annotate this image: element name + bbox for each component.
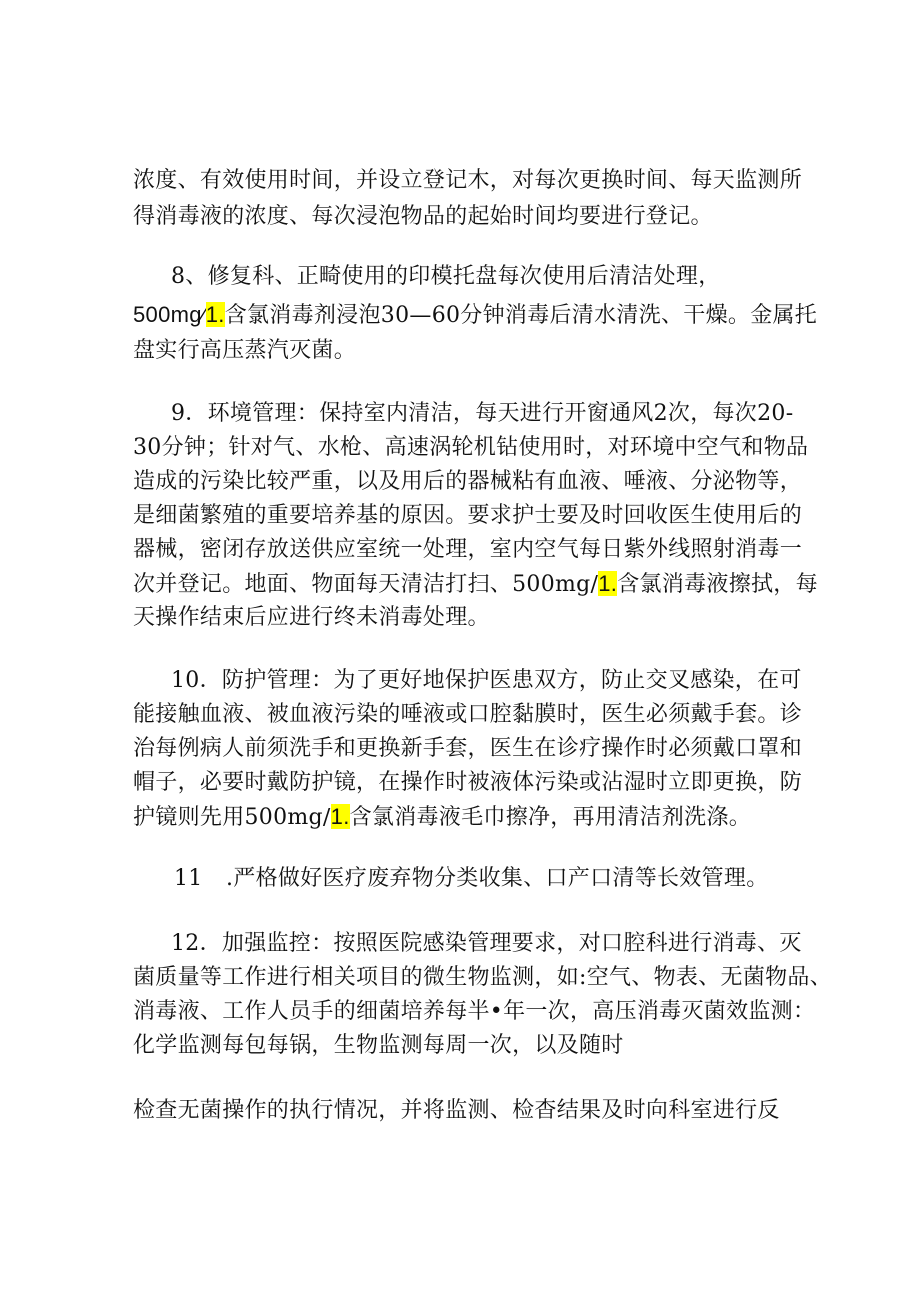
text-line: 天操作结束后应进行终未消毒处理。 [133,605,490,630]
text-span: 含氯消毒液擦拭，每 [617,572,818,597]
paragraph-10-first-line: 10．防护管理：为了更好地保护医患双方，防止交叉感染，在可 [171,668,802,693]
text-line: 是细菌繁殖的重要培养基的原因。要求护士要及时回收医生使用后的 [133,503,803,528]
text-line: 能接触血液、被血液污染的唾液或口腔黏膜时，医生必须戴手套。诊 [133,702,803,727]
paragraph-11-number: 11 [174,866,203,891]
text-line: 菌质量等工作进行相关项目的微生物监测，如:空气、物表、无菌物品、 [133,965,833,990]
text-line: 帽子，必要时戴防护镜，在操作时被液体污染或沾湿时立即更换，防 [133,770,803,795]
text-line: 盘实行高压蒸汽灭菌。 [133,338,357,363]
text-line: 治每例病人前须洗手和更换新手套，医生在诊疗操作时必须戴口罩和 [133,736,803,761]
text-line [133,801,751,834]
highlighted-text: 1. [205,302,225,327]
text-span: 护镜则先用500mg∕ [133,805,331,830]
text-line: 检查无菌操作的执行情况，并将监测、检杳结果及时向科室进行反 [133,1098,780,1123]
paragraph-11-text: .严格做好医疗废弃物分类收集、口产口清等长效管理。 [226,866,769,891]
text-line: 造成的污染比较严重，以及用后的器械粘有血液、唾液、分泌物等， [133,469,803,494]
text-line: 30分钟；针对气、水枪、高速涡轮机钻使用时，对环境中空气和物品 [133,435,809,460]
text-line [133,568,818,601]
paragraph-9-first-line: 9．环境管理：保持室内清洁，每天进行开窗通风2次，每次20- [171,401,794,426]
text-span: 含氯消毒液毛巾擦净，再用清洁剂洗涤。 [349,805,752,830]
text-line: 浓度、有效使用时间，并设立登记木，对每次更换时间、每天监测所 [133,168,803,193]
paragraph-12-first-line: 12．加强监控：按照医院感染管理要求，对口腔科进行消毒、灭 [171,931,802,956]
text-span: 含氯消毒剂浸泡30—60分钟消毒后清水清洗、干燥。金属托 [224,303,818,328]
text-span: 次并登记。地面、物面每天清洁打扫、500mg∕ [133,572,599,597]
highlighted-text: 1. [598,571,618,596]
text-line: 消毒液、工作人员手的细菌培养每半•年一次，高压消毒灭菌效监测： [133,999,816,1024]
text-line: 得消毒液的浓度、每次浸泡物品的起始时间均要进行登记。 [133,204,713,229]
paragraph-8-first-line: 8、修复科、正畸使用的印模托盘每次使用后清洁处理， [171,264,721,289]
text-line: 化学监测每包每锅，生物监测每周一次，以及随时 [133,1033,624,1058]
text-line: 器械，密闭存放送供应室统一处理，室内空气每日紫外线照射消毒一 [133,537,803,562]
concentration-text: 500mg∕ [133,302,206,327]
highlighted-text: 1. [330,804,350,829]
text-line [133,299,817,332]
